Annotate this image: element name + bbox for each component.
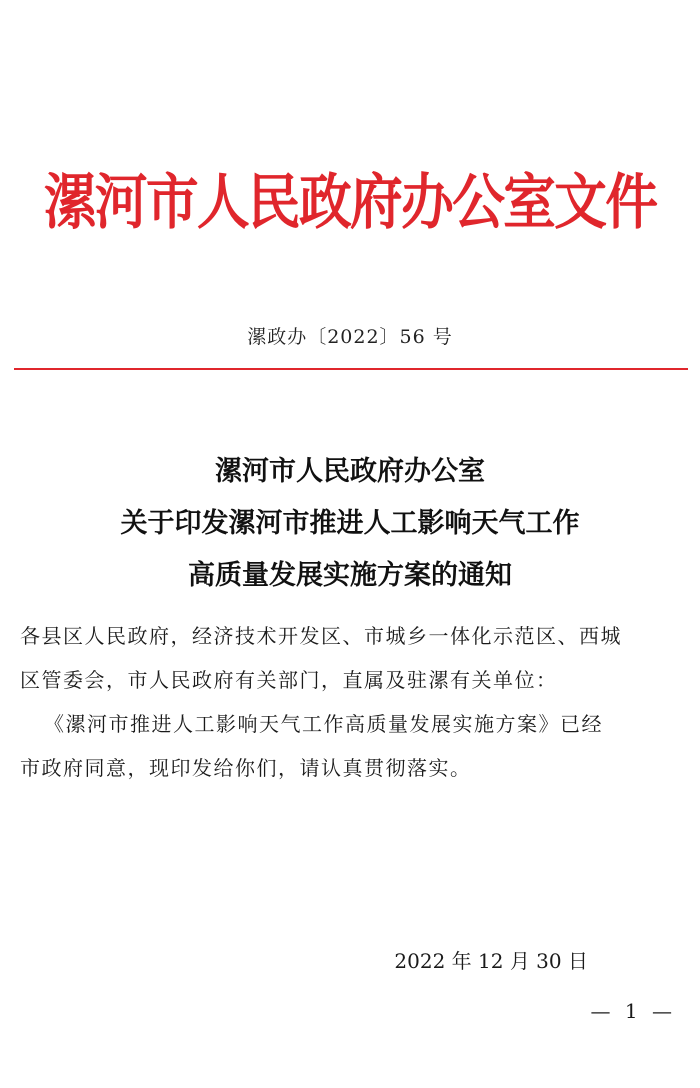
issue-date: 2022 年 12 月 30 日 [394, 949, 588, 973]
notice-title-line-3: 高质量发展实施方案的通知 [188, 560, 512, 591]
body-line-3: 《漯河市推进人工影响天气工作高质量发展实施方案》已经 [44, 712, 603, 736]
notice-title-line-2: 关于印发漯河市推进人工影响天气工作 [120, 508, 580, 539]
document-number: 漯政办〔2022〕56 号 [247, 326, 453, 348]
masthead-title: 漯河市人民政府办公室文件 [43, 168, 657, 238]
notice-title-line-1: 漯河市人民政府办公室 [215, 456, 485, 487]
body-line-1: 各县区人民政府，经济技术开发区、市城乡一体化示范区、西城 [20, 624, 622, 648]
red-divider-line [14, 368, 688, 370]
notice-body [20, 614, 686, 790]
notice-title [0, 446, 700, 602]
body-line-4: 市政府同意，现印发给你们，请认真贯彻落实。 [20, 756, 472, 780]
page-number: — 1 — [590, 999, 676, 1023]
body-line-2: 区管委会，市人民政府有关部门，直属及驻漯有关单位： [20, 668, 558, 692]
